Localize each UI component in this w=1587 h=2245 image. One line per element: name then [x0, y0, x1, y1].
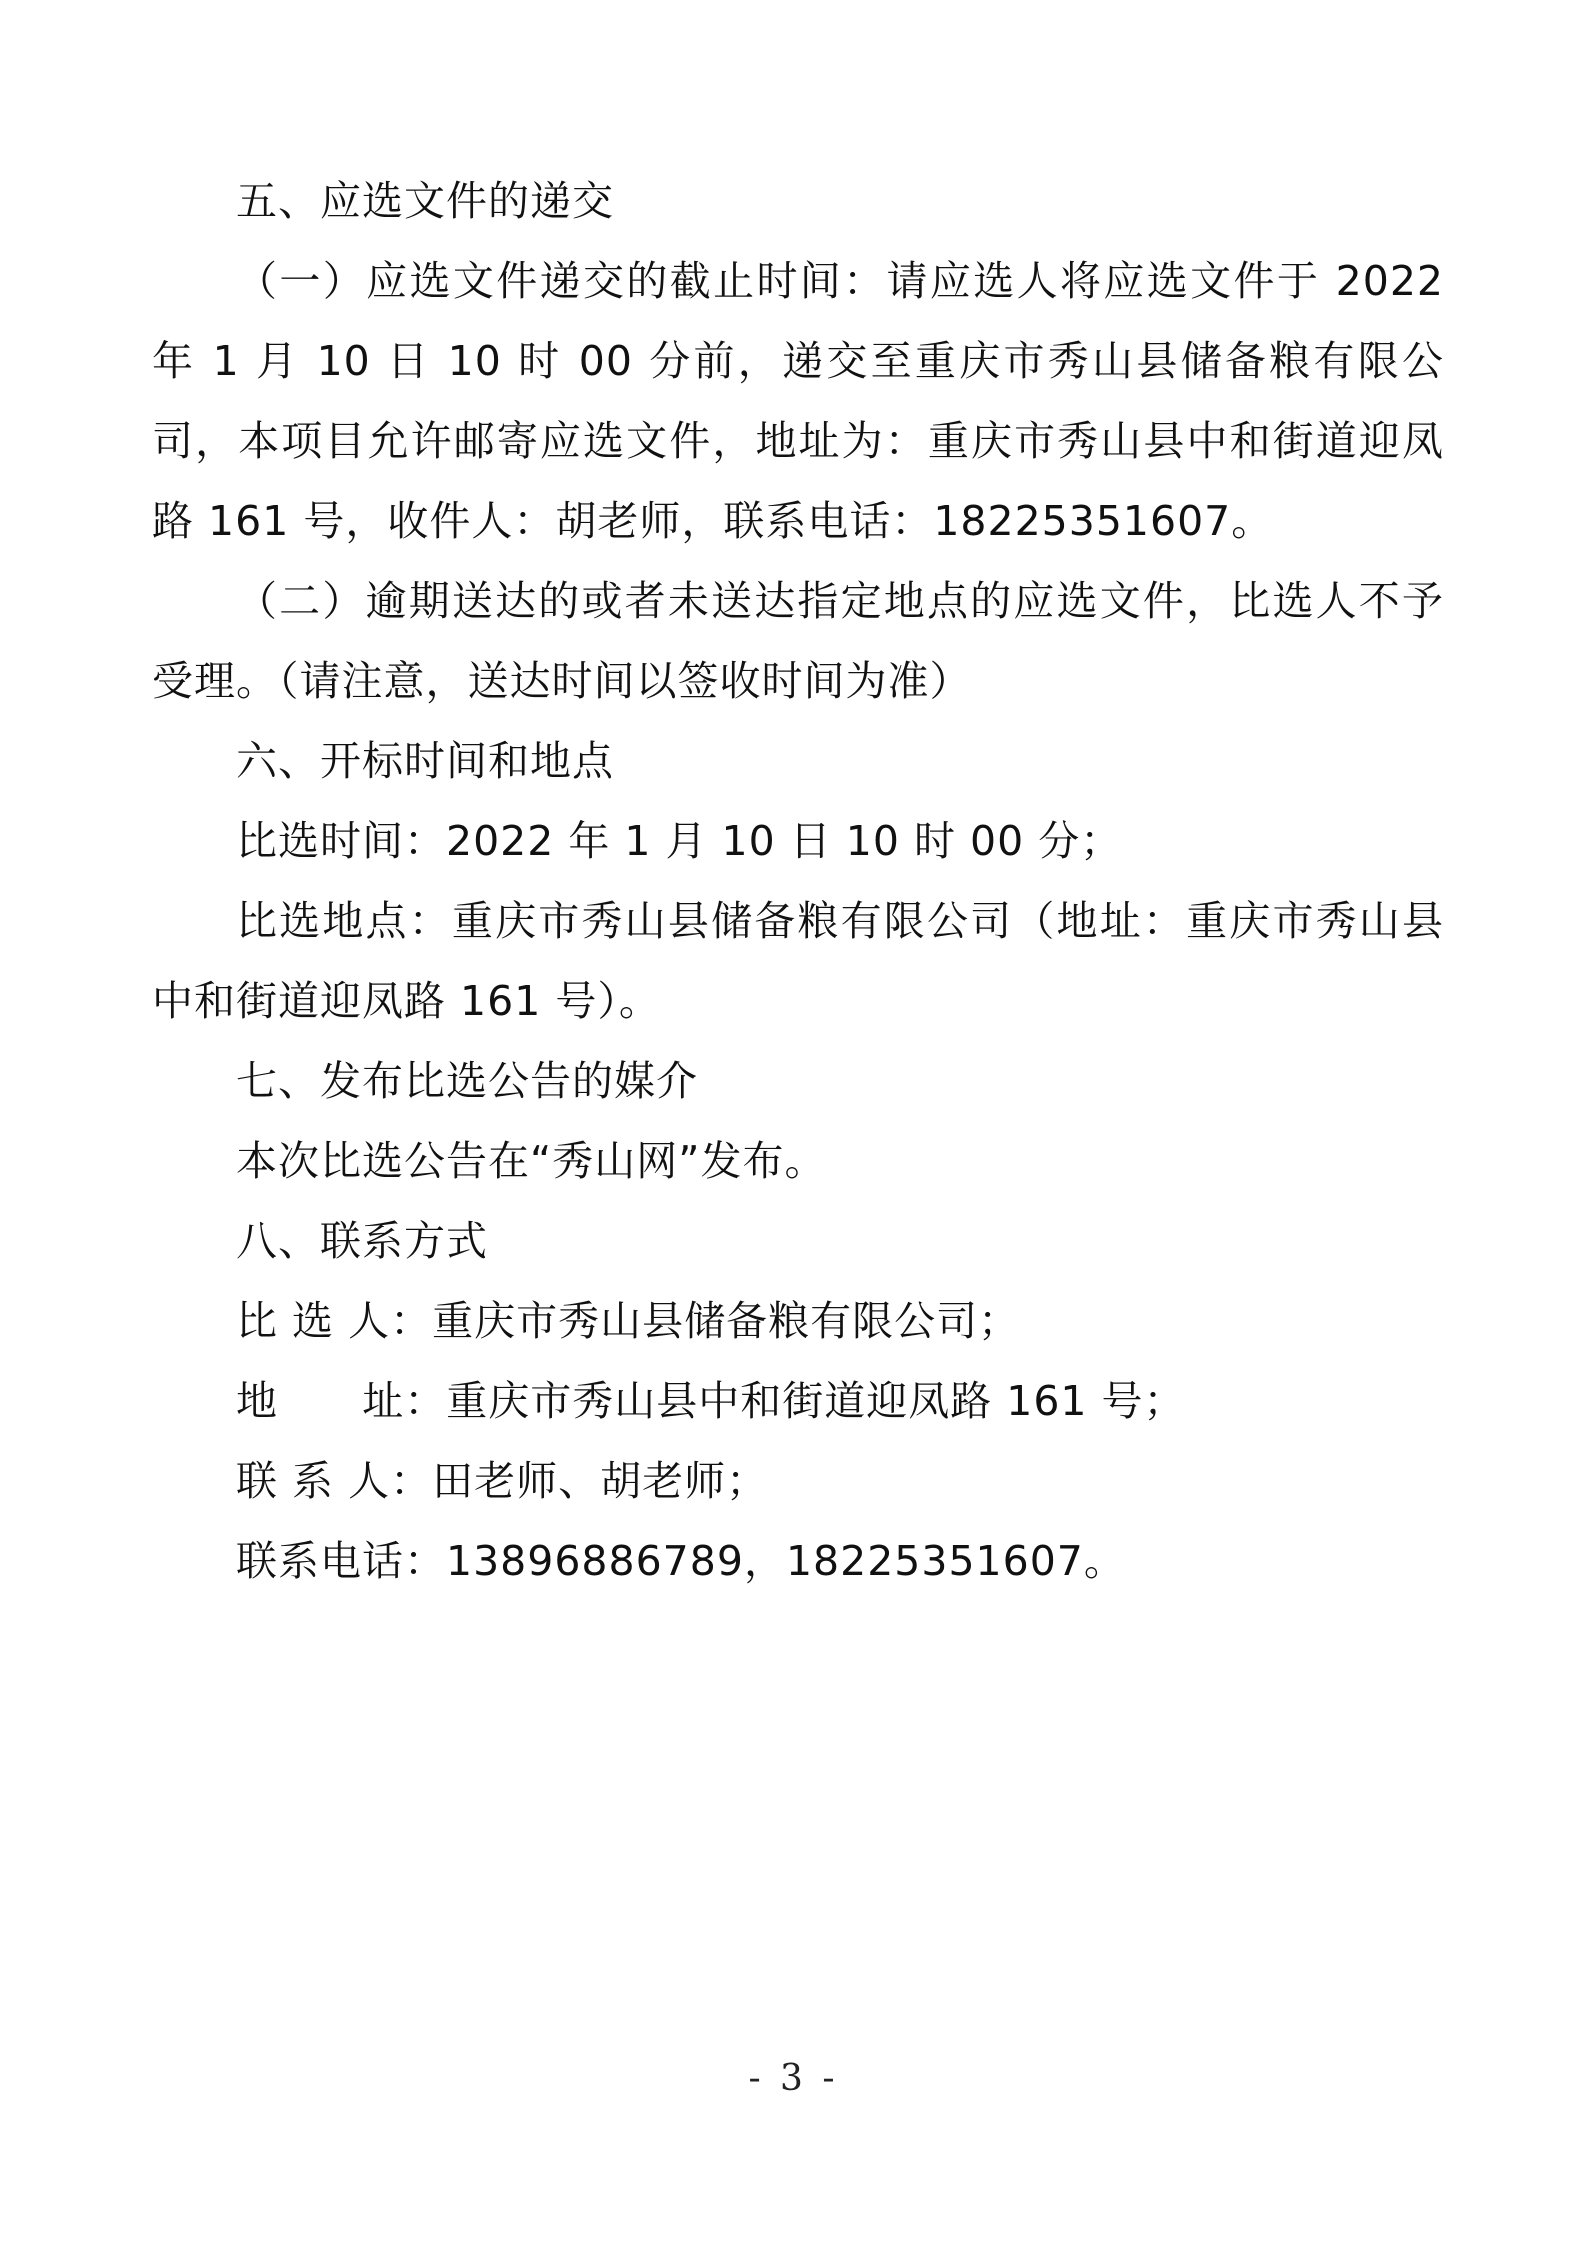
contact-person-line: 联 系 人：田老师、胡老师；	[236, 1457, 769, 1505]
contact-selector-line: 比 选 人：重庆市秀山县储备粮有限公司；	[236, 1297, 1021, 1345]
section-heading-opening: 六、开标时间和地点	[236, 737, 614, 785]
page-number: - 3 -	[748, 2058, 839, 2099]
selection-location-paragraph: 比选地点：重庆市秀山县储备粮有限公司（地址：重庆市秀山县中和街道迎凤路 161 号）。	[152, 897, 1444, 1025]
media-line: 本次比选公告在“秀山网”发布。	[236, 1137, 827, 1185]
document-body	[152, 161, 1444, 1601]
contact-phone-line: 联系电话：13896886789，18225351607。	[236, 1537, 1126, 1585]
section-heading-contact: 八、联系方式	[236, 1217, 488, 1265]
late-submission-paragraph: （二）逾期送达的或者未送达指定地点的应选文件，比选人不予受理。（请注意，送达时间以签收时间为准）	[152, 577, 1444, 705]
selection-time-line: 比选时间：2022 年 1 月 10 日 10 时 00 分；	[236, 817, 1123, 865]
section-heading-submission: 五、应选文件的递交	[236, 177, 614, 225]
submission-deadline-paragraph: （一）应选文件递交的截止时间：请应选人将应选文件于 2022 年 1 月 10 日 10 时 00 分前，递交至重庆市秀山县储备粮有限公司，本项目允许邮寄应选文件，地址为：重庆市秀山县中和街道迎凤路 161 号，收件人：胡老师，联系电话：18225351607。	[152, 257, 1444, 545]
contact-address-line: 地 址：重庆市秀山县中和街道迎凤路 161 号；	[236, 1377, 1186, 1425]
section-heading-media: 七、发布比选公告的媒介	[236, 1057, 698, 1105]
